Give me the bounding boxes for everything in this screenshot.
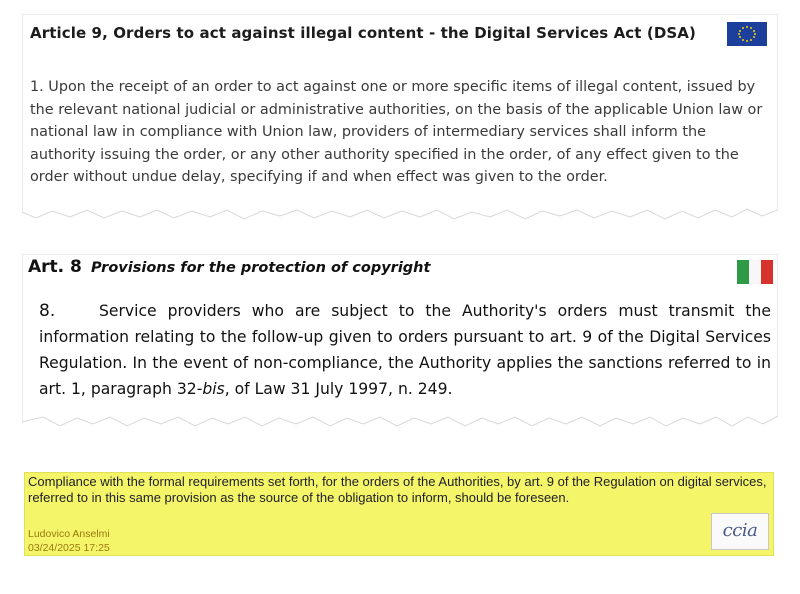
comment-author: Ludovico Anselmi (28, 528, 110, 540)
article-number: Art. 8 (28, 257, 82, 277)
dsa-article-card (22, 14, 778, 222)
comment-note (24, 472, 774, 556)
comment-date: 03/24/2025 17:25 (28, 542, 110, 554)
provision-title: Provisions for the protection of copyright (91, 260, 431, 276)
ccia-logo (711, 513, 769, 550)
eu-flag-icon (727, 22, 767, 46)
paragraph-text: Service providers who are subject to the Authority's orders must transmit the information relating to the follow-up given to orders pursuant to art. 9 of the Digital Services Regulation. In the event of non-compliance, the Authority applies the sanctions referred to in art. 1, paragraph 32- (39, 302, 771, 398)
provision-paragraph (39, 298, 771, 402)
comment-text: Compliance with the formal requirements set forth, for the orders of the Authorities, by art. 9 of the Regulation on digital services, referred to in this same provision as the source of the obligation to inform, should be foreseen. (28, 474, 767, 505)
italy-flag-icon (737, 260, 773, 284)
dsa-article-paragraph: 1. Upon the receipt of an order to act against one or more specific items of illegal content, issued by the relevant national judicial or administrative authorities, on the basis of the applicable Union law or national law in compliance with Union law, providers of intermediary services shall inform the authority issuing the order, or any other authority specified in the order, of any effect given to the order without undue delay, specifying if and when effect was given to the order. (30, 79, 763, 186)
dsa-article-title: Article 9, Orders to act against illegal content - the Digital Services Act (DSA) (30, 24, 696, 42)
ccia-logo-text: ccia (722, 520, 758, 541)
italian-law-card (22, 254, 778, 430)
paragraph-number: 8. (39, 301, 56, 321)
paragraph-text-italic: bis (202, 380, 225, 398)
paragraph-text-end: , of Law 31 July 1997, n. 249. (224, 380, 453, 398)
